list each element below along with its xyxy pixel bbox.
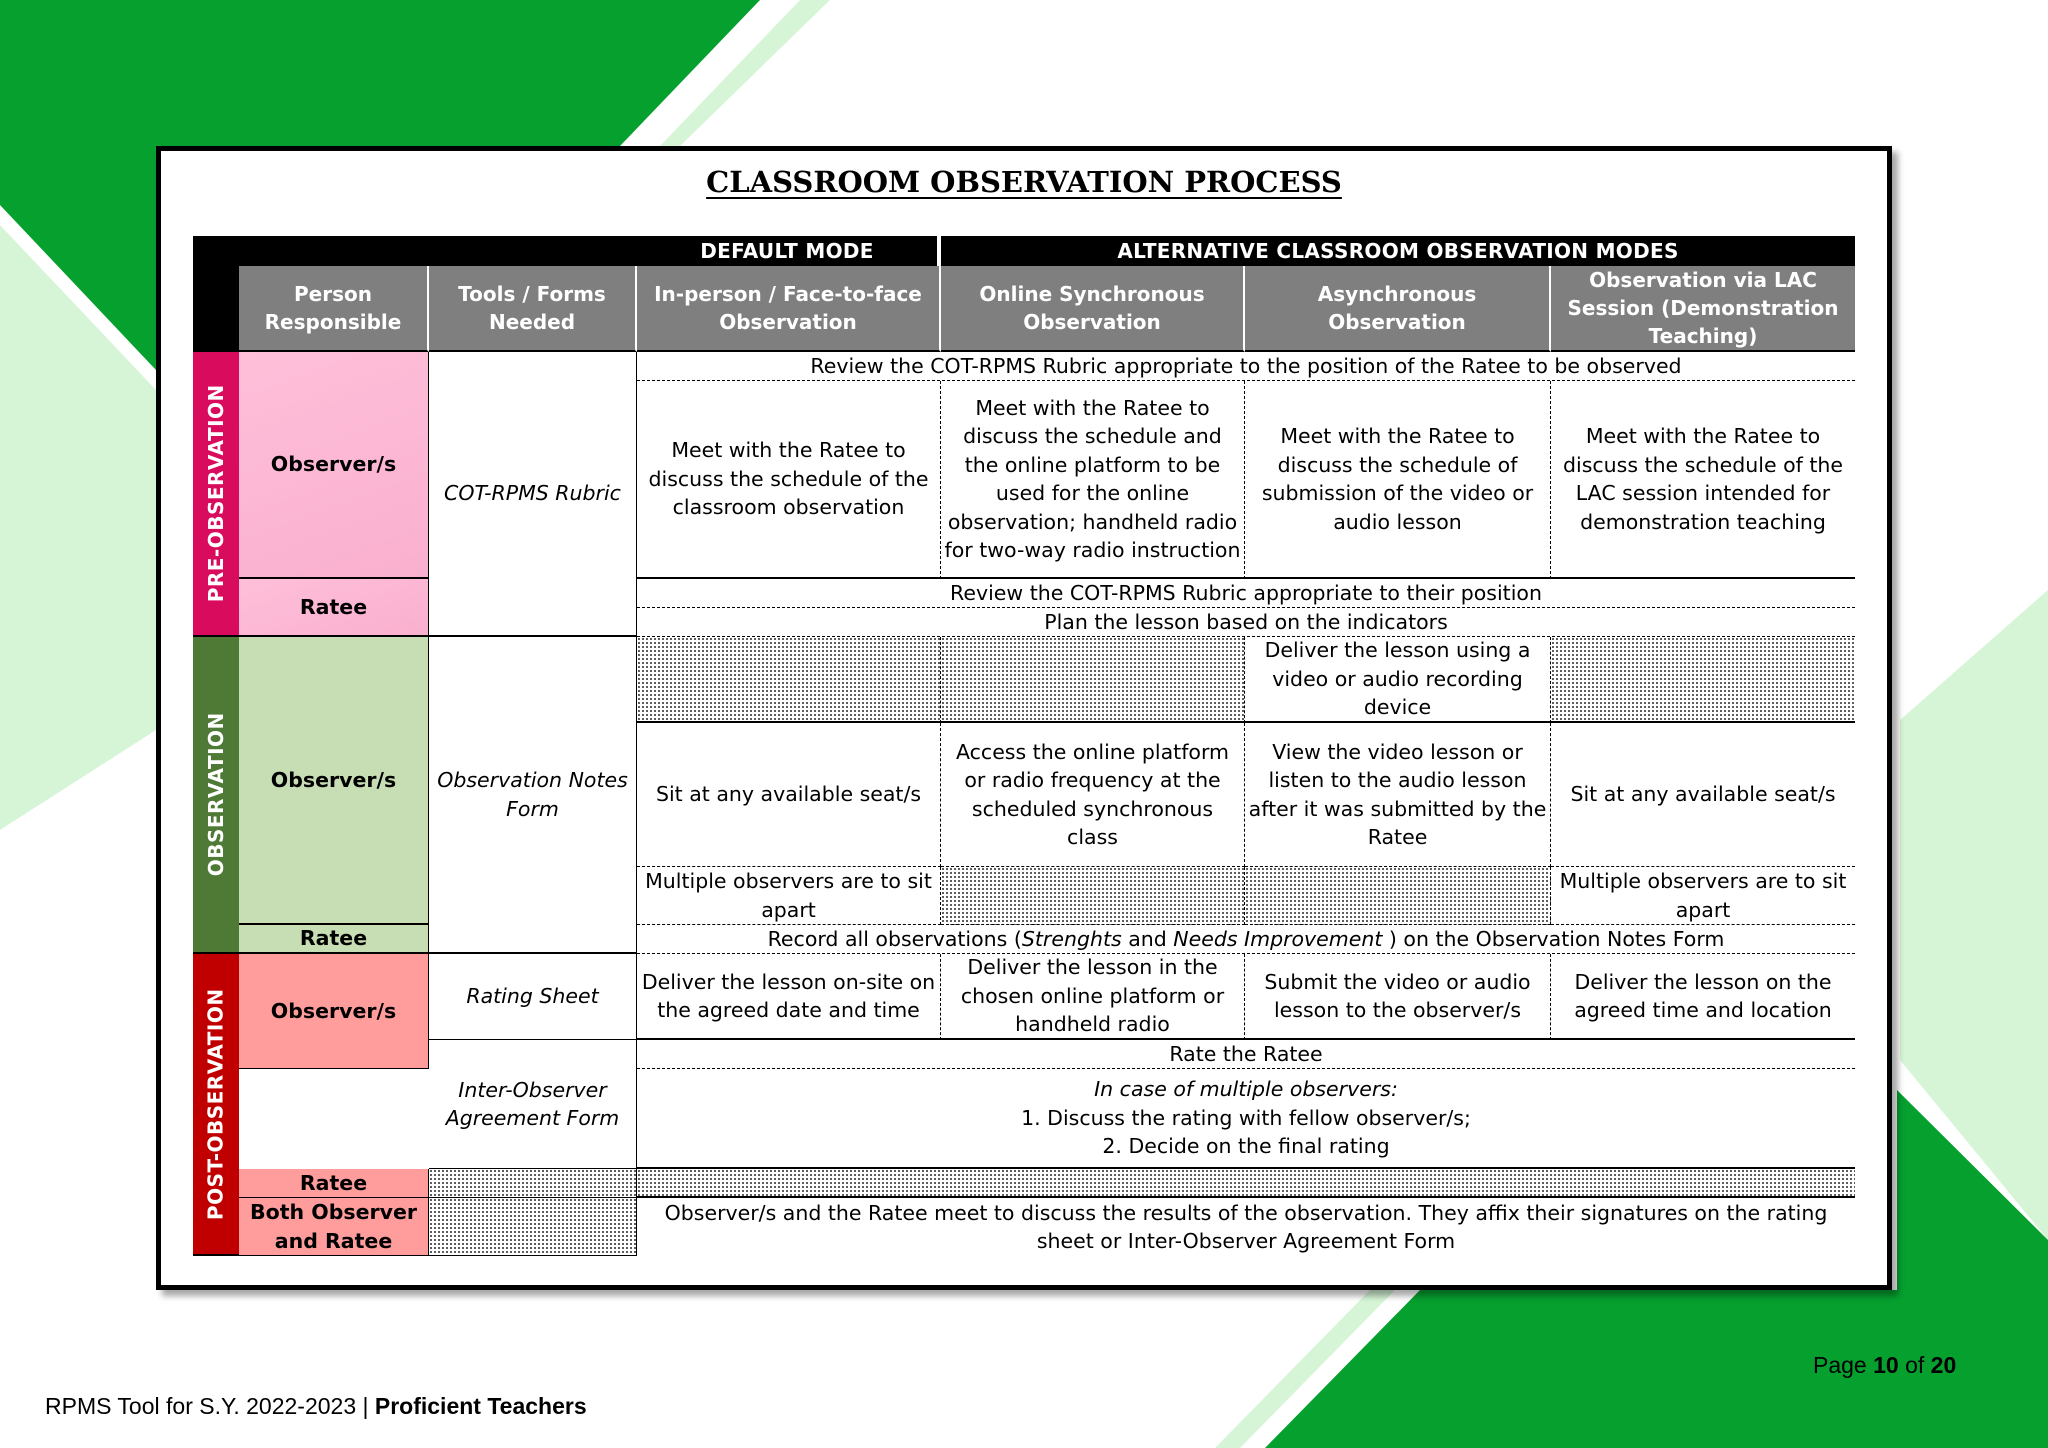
obs-deliver-lac: Deliver the lesson on the agreed time and location [1551,954,1855,1040]
obs-deliver-online: Deliver the lesson in the chosen online platform or handheld radio [941,954,1245,1040]
tool-rating-sheet: Rating Sheet [429,954,637,1040]
header-online-synchronous: Online Synchronous Observation [941,266,1245,352]
post-ratee-hatched [637,1169,1855,1198]
role-post-both: Both Observer and Ratee [239,1198,429,1256]
header-person-responsible: Person Responsible [239,266,429,352]
obs-submit-async: Submit the video or audio lesson to the observer/s [1245,954,1551,1040]
obs-view-async: View the video lesson or listen to the audio lesson after it was submitted by the Ratee [1245,723,1551,867]
alternative-modes-header: ALTERNATIVE CLASSROOM OBSERVATION MODES [941,236,1855,266]
pre-deliver-recording: Deliver the lesson using a video or audio recording device [1245,637,1551,723]
page-number: Page 10 of 20 [1813,1352,1957,1378]
obs-multi-lac: Multiple observers are to sit apart [1551,867,1855,925]
role-obs-ratee: Ratee [239,925,429,954]
tool-ratee-hatched [429,1169,637,1198]
post-multiple-observers [637,1069,1855,1169]
role-pre-ratee: Ratee [239,579,429,637]
obs-deliver-onsite: Deliver the lesson on-site on the agreed date and time [637,954,941,1040]
pre-in-person-hatched [637,637,941,723]
header-black-corner [193,266,239,352]
obs-async-hatched [1245,867,1551,925]
pre-meet-online: Meet with the Ratee to discuss the schedule and the online platform to be used for the online observation; handheld radio for two-way radio instruction [941,381,1245,579]
pre-review-rubric-observer: Review the COT-RPMS Rubric appropriate to the position of the Ratee to be observed [637,352,1855,381]
footer-left: RPMS Tool for S.Y. 2022-2023 | Proficient Teachers [45,1393,587,1419]
post-step-2: 2. Decide on the final rating [1102,1134,1390,1159]
header-lac-session: Observation via LAC Session (Demonstration Teaching) [1551,266,1855,352]
post-step-1: 1. Discuss the rating with fellow observer/s; [1021,1105,1471,1130]
phase-observation: OBSERVATION [193,637,239,954]
pre-review-rubric-ratee: Review the COT-RPMS Rubric appropriate to their position [637,579,1855,608]
post-meet-results: Observer/s and the Ratee meet to discuss the results of the observation. They affix their signatures on the rating sheet or Inter-Observer Agreement Form [664,1200,1828,1253]
role-post-observer: Observer/s [239,954,429,1069]
pre-meet-lac: Meet with the Ratee to discuss the schedule of the LAC session intended for demonstration teaching [1551,381,1855,579]
obs-multi-in-person: Multiple observers are to sit apart [637,867,941,925]
obs-sit-in-person: Sit at any available seat/s [637,723,941,867]
obs-record-observations: Record all observations (Strenghts and Needs Improvement ) on the Observation Notes Form [637,925,1855,954]
header-in-person: In-person / Face-to-face Observation [637,266,941,352]
obs-access-online: Access the online platform or radio frequency at the scheduled synchronous class [941,723,1245,867]
header-black-filler [193,236,637,266]
pre-meet-in-person: Meet with the Ratee to discuss the schedule of the classroom observation [637,381,941,579]
role-post-ratee: Ratee [239,1169,429,1198]
pre-lac-hatched [1551,637,1855,723]
role-obs-observer: Observer/s [239,637,429,925]
post-multiple-heading: In case of multiple observers: [1094,1077,1398,1102]
observation-process-table [193,236,1855,1264]
tool-observation-notes-form: Observation Notes Form [429,637,637,954]
obs-sit-lac: Sit at any available seat/s [1551,723,1855,867]
document-title: CLASSROOM OBSERVATION PROCESS [706,165,1342,199]
pre-online-hatched [941,637,1245,723]
tool-inter-observer-agreement-form: Inter-Observer Agreement Form [429,1040,637,1169]
phase-post-observation: POST-OBSERVATION [193,954,239,1256]
post-rate-ratee: Rate the Ratee [637,1040,1855,1069]
document-card [156,146,1892,1290]
phase-pre-observation: PRE-OBSERVATION [193,352,239,637]
pre-plan-lesson: Plan the lesson based on the indicators [637,608,1855,637]
obs-online-hatched [941,867,1245,925]
tool-cot-rpms-rubric: COT-RPMS Rubric [429,352,637,637]
tool-both-hatched [429,1198,637,1256]
header-tools-forms: Tools / Forms Needed [429,266,637,352]
header-asynchronous: Asynchronous Observation [1245,266,1551,352]
role-pre-observer: Observer/s [239,352,429,579]
default-mode-header: DEFAULT MODE [637,236,941,266]
pre-meet-async: Meet with the Ratee to discuss the schedule of submission of the video or audio lesson [1245,381,1551,579]
